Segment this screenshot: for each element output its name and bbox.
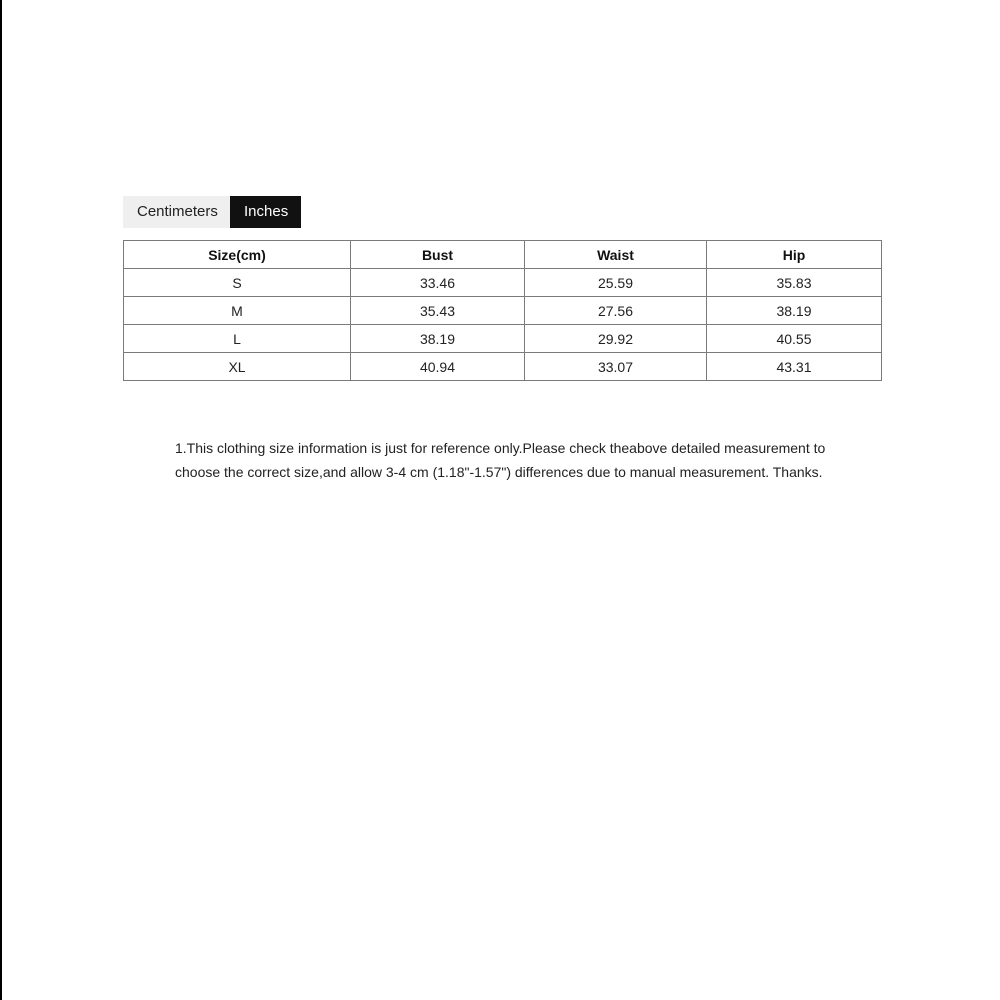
size-note xyxy=(175,436,875,484)
table-header-row xyxy=(124,241,882,269)
cell-waist: 27.56 xyxy=(525,297,707,325)
cell-hip: 43.31 xyxy=(707,353,882,381)
cell-bust: 35.43 xyxy=(351,297,525,325)
cell-bust: 33.46 xyxy=(351,269,525,297)
note-line-1: 1.This clothing size information is just for reference only.Please check theabove detailed measurement to xyxy=(175,440,826,456)
cell-size: S xyxy=(124,269,351,297)
cell-hip: 38.19 xyxy=(707,297,882,325)
header-hip: Hip xyxy=(707,241,882,269)
cell-bust: 38.19 xyxy=(351,325,525,353)
cell-size: M xyxy=(124,297,351,325)
cell-waist: 29.92 xyxy=(525,325,707,353)
cell-hip: 40.55 xyxy=(707,325,882,353)
header-bust: Bust xyxy=(351,241,525,269)
cell-size: XL xyxy=(124,353,351,381)
table-row xyxy=(124,353,882,381)
cell-waist: 33.07 xyxy=(525,353,707,381)
tab-centimeters[interactable]: Centimeters xyxy=(123,196,230,228)
left-edge-divider xyxy=(0,0,2,1000)
table-row xyxy=(124,297,882,325)
cell-hip: 35.83 xyxy=(707,269,882,297)
table-row xyxy=(124,325,882,353)
tab-inches[interactable]: Inches xyxy=(230,196,301,228)
cell-size: L xyxy=(124,325,351,353)
unit-tabs xyxy=(123,196,301,228)
size-chart-table xyxy=(123,240,882,381)
header-waist: Waist xyxy=(525,241,707,269)
header-size: Size(cm) xyxy=(124,241,351,269)
table-row xyxy=(124,269,882,297)
note-line-2: choose the correct size,and allow 3-4 cm (1.18"-1.57") differences due to manual measurement. Thanks. xyxy=(175,464,823,480)
cell-bust: 40.94 xyxy=(351,353,525,381)
cell-waist: 25.59 xyxy=(525,269,707,297)
